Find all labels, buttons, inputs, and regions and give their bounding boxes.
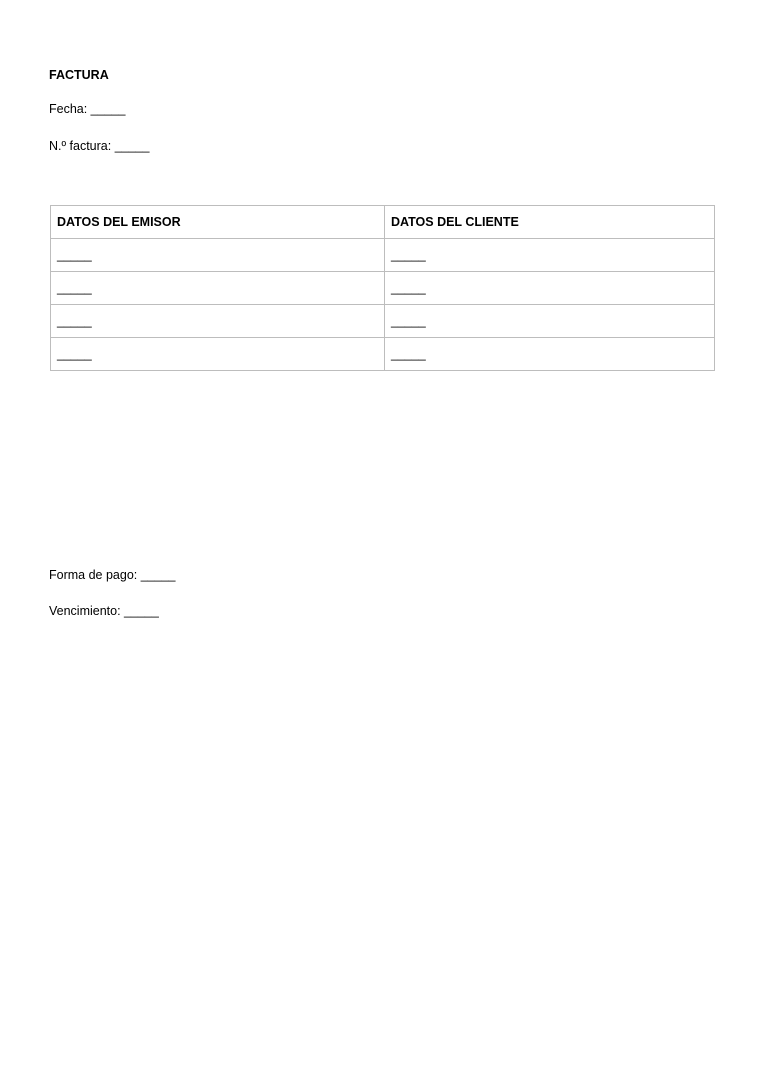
table-header-row	[51, 206, 715, 239]
payment-method-field: Forma de pago: _____	[49, 568, 176, 582]
client-cell: _____	[385, 272, 715, 305]
client-data-header: DATOS DEL CLIENTE	[385, 206, 715, 239]
issuer-data-header: DATOS DEL EMISOR	[51, 206, 385, 239]
parties-table	[50, 205, 715, 371]
invoice-number-field: N.º factura: _____	[49, 139, 150, 153]
issuer-cell: _____	[51, 239, 385, 272]
table-row	[51, 272, 715, 305]
client-cell: _____	[385, 338, 715, 371]
client-cell: _____	[385, 239, 715, 272]
due-date-field: Vencimiento: _____	[49, 604, 159, 618]
issuer-cell: _____	[51, 305, 385, 338]
date-field: Fecha: _____	[49, 102, 126, 116]
client-cell: _____	[385, 305, 715, 338]
table-row	[51, 338, 715, 371]
table-row	[51, 239, 715, 272]
table-row	[51, 305, 715, 338]
issuer-cell: _____	[51, 338, 385, 371]
issuer-cell: _____	[51, 272, 385, 305]
invoice-title: FACTURA	[49, 68, 109, 82]
